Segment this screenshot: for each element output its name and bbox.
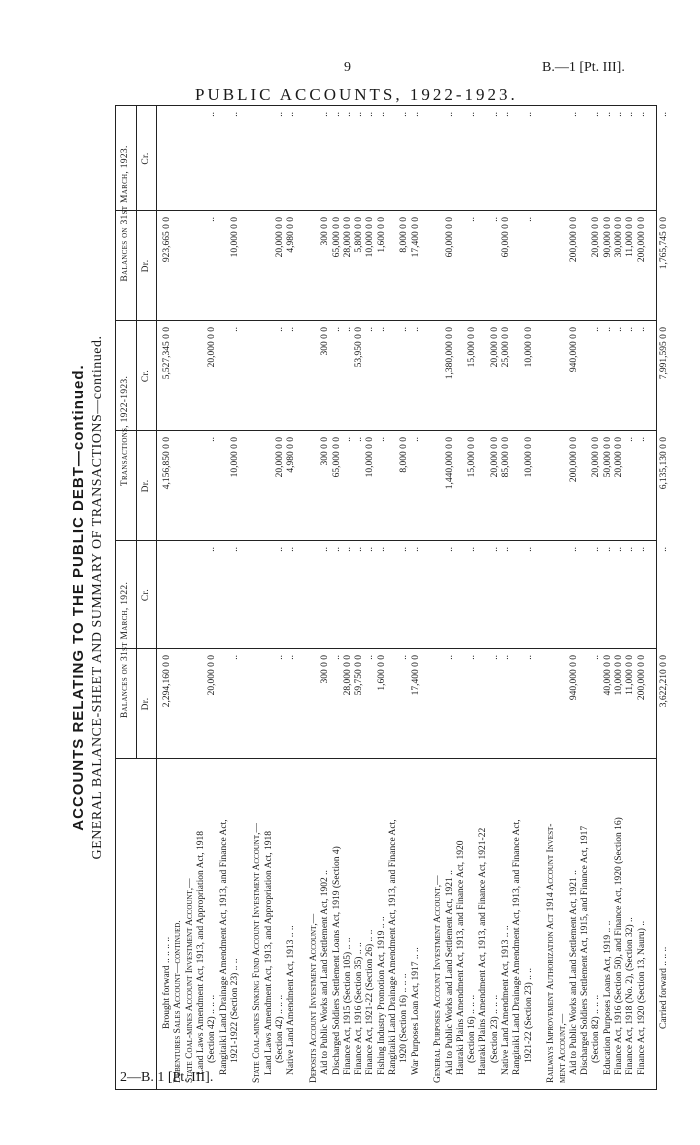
row-amount-c1: .. bbox=[444, 655, 455, 660]
row-amount-c3: .. bbox=[342, 437, 353, 442]
row-amount-c2: .. bbox=[342, 547, 353, 552]
row-amount-c4: 20,000 0 0 bbox=[207, 327, 218, 368]
row-amount-c2: .. bbox=[286, 547, 297, 552]
row-amount-c1: 2,294,160 0 0 bbox=[162, 655, 172, 708]
row-amount-c3: 10,000 0 0 bbox=[523, 437, 534, 478]
row-amount-c5: 60,000 0 0 bbox=[444, 217, 455, 258]
row-description: State Coal-mines Sinking Fund Account Investment Account,— bbox=[252, 822, 263, 1083]
row-amount-c4: .. bbox=[365, 327, 376, 332]
row-amount-c1: .. bbox=[229, 655, 240, 660]
row-amount-c4: 10,000 0 0 bbox=[523, 327, 534, 368]
header-dr-1922: Dr. bbox=[141, 697, 151, 711]
row-amount-c6: .. bbox=[331, 112, 342, 117]
row-amount-c6: .. bbox=[320, 112, 331, 117]
row-description: Fishing Industry Promotion Act, 1919 .. .. bbox=[376, 916, 387, 1075]
row-amount-c6: .. bbox=[489, 112, 500, 117]
row-amount-c5: 20,000 0 0 bbox=[591, 217, 602, 258]
row-description: 1921-22 (Section 23) .. .. bbox=[523, 968, 534, 1063]
row-amount-c3: 4,156,850 0 0 bbox=[162, 437, 172, 490]
row-amount-c5: 30,000 0 0 bbox=[614, 217, 624, 258]
header-cr-1923: Cr. bbox=[141, 152, 151, 165]
row-amount-c2: .. bbox=[602, 547, 613, 552]
row-amount-c3: .. bbox=[354, 437, 365, 442]
row-amount-c6: .. bbox=[275, 112, 285, 117]
row-amount-c1: 10,000 0 0 bbox=[614, 655, 624, 696]
row-description: 1921-1922 (Section 23) .. .. bbox=[229, 958, 240, 1063]
row-description: (Section 16) .. .. .. bbox=[467, 994, 478, 1063]
row-amount-c6: .. bbox=[523, 112, 534, 117]
row-amount-c1: 11,000 0 0 bbox=[625, 655, 636, 696]
row-amount-c5: .. bbox=[467, 217, 478, 222]
row-amount-c2: .. bbox=[636, 547, 647, 552]
row-amount-c4: .. bbox=[376, 327, 387, 332]
row-amount-c4: .. bbox=[342, 327, 353, 332]
sub-title: GENERAL BALANCE-SHEET AND SUMMARY OF TRANSACTIONS—continued. bbox=[90, 335, 105, 860]
row-amount-c3: 85,000 0 0 bbox=[501, 437, 511, 478]
row-amount-c1: .. bbox=[331, 655, 342, 660]
row-amount-c2: .. bbox=[501, 547, 511, 552]
row-amount-c2: .. bbox=[331, 547, 342, 552]
row-description: Brought forward .. .. .. .. bbox=[162, 936, 172, 1029]
row-amount-c3: 65,000 0 0 bbox=[331, 437, 342, 478]
row-amount-c3: 1,440,000 0 0 bbox=[444, 437, 455, 490]
row-description: 1920 (Section 16) .. .. .. bbox=[399, 973, 410, 1063]
row-description: Debentures Sales Account—continued. bbox=[173, 920, 184, 1083]
row-amount-c5: 11,000 0 0 bbox=[625, 217, 636, 258]
row-amount-c2: .. bbox=[275, 547, 285, 552]
row-amount-c2: .. bbox=[467, 547, 478, 552]
row-amount-c4: .. bbox=[229, 327, 240, 332]
row-amount-c5: 10,000 0 0 bbox=[365, 217, 376, 258]
row-amount-c5: .. bbox=[207, 217, 218, 222]
row-description: (Section 42) .. .. .. bbox=[207, 994, 218, 1063]
row-amount-c1: 20,000 0 0 bbox=[207, 655, 218, 696]
row-amount-c2: .. bbox=[207, 547, 218, 552]
row-amount-c3: 300 0 0 bbox=[320, 437, 331, 466]
row-amount-c2: .. bbox=[376, 547, 387, 552]
row-description: Rangitaiki Land Drainage Amendment Act, 1913, and Finance Act, bbox=[388, 819, 398, 1075]
row-description: Land Laws Amendment Act, 1913, and Appropriation Act, 1918 bbox=[195, 830, 206, 1075]
row-description: Finance Act, 1915 (Section 105) .. .. bbox=[342, 937, 353, 1075]
header-transactions: Transactions, 1922-1923. bbox=[120, 375, 130, 487]
row-description: Finance Act, 1921-22 (Section 26) .. .. bbox=[365, 929, 376, 1075]
row-amount-c4: 53,950 0 0 bbox=[354, 327, 365, 368]
row-amount-c4: 5,527,345 0 0 bbox=[162, 327, 172, 380]
row-description: ment Account,— bbox=[557, 1013, 568, 1083]
row-amount-c5: 300 0 0 bbox=[320, 217, 331, 246]
row-amount-c1: .. bbox=[286, 655, 297, 660]
row-amount-c4: 15,000 0 0 bbox=[467, 327, 478, 368]
row-amount-c3: 10,000 0 0 bbox=[229, 437, 240, 478]
row-amount-c6: .. bbox=[399, 112, 410, 117]
row-amount-c4: 940,000 0 0 bbox=[568, 327, 579, 373]
row-description: Native Land Amendment Act, 1913 .. .. bbox=[501, 925, 511, 1075]
row-amount-c6: .. bbox=[568, 112, 579, 117]
row-amount-c3: 15,000 0 0 bbox=[467, 437, 478, 478]
row-amount-c6: .. bbox=[614, 112, 624, 117]
row-amount-c5: 923,665 0 0 bbox=[162, 217, 172, 263]
row-amount-c6: .. bbox=[659, 112, 670, 117]
row-description: Discharged Soldiers Settlement Loans Act, 1919 (Section 4) bbox=[331, 846, 342, 1075]
row-amount-c1: .. bbox=[489, 655, 500, 660]
row-amount-c6: .. bbox=[467, 112, 478, 117]
row-amount-c5: 28,000 0 0 bbox=[342, 217, 353, 258]
row-amount-c3: 20,000 0 0 bbox=[275, 437, 285, 478]
row-amount-c1: 940,000 0 0 bbox=[568, 655, 579, 701]
row-amount-c4: 20,000 0 0 bbox=[489, 327, 500, 368]
row-amount-c6: .. bbox=[286, 112, 297, 117]
row-description: Education Purposes Loans Act, 1919 .. .. bbox=[602, 920, 613, 1075]
row-amount-c4: .. bbox=[636, 327, 647, 332]
row-amount-c6: .. bbox=[410, 112, 421, 117]
balance-sheet-table bbox=[115, 105, 670, 1090]
row-amount-c1: 28,000 0 0 bbox=[342, 655, 353, 696]
row-description: Carried forward .. .. .. bbox=[659, 946, 670, 1029]
row-amount-c5: 10,000 0 0 bbox=[229, 217, 240, 258]
row-amount-c5: .. bbox=[523, 217, 534, 222]
row-description: State Coal-mines Account Investment Account,— bbox=[184, 878, 195, 1083]
row-amount-c6: .. bbox=[376, 112, 387, 117]
row-amount-c3: 8,000 0 0 bbox=[399, 437, 410, 473]
row-amount-c2: .. bbox=[659, 547, 670, 552]
row-amount-c5: 1,600 0 0 bbox=[376, 217, 387, 253]
row-description: Deposits Account Investment Account,— bbox=[308, 913, 319, 1083]
row-amount-c1: 1,600 0 0 bbox=[376, 655, 387, 691]
row-description: (Section 42) .. .. .. bbox=[275, 994, 285, 1063]
row-amount-c5: 90,000 0 0 bbox=[602, 217, 613, 258]
row-amount-c2: .. bbox=[614, 547, 624, 552]
row-amount-c3: .. bbox=[625, 437, 636, 442]
header-balances-1923: Balances on 31st March, 1923. bbox=[120, 145, 130, 282]
row-amount-c6: .. bbox=[444, 112, 455, 117]
row-description: Finance Act, 1916 (Section 50), and Finance Act, 1920 (Section 16) bbox=[614, 817, 624, 1075]
row-amount-c2: .. bbox=[625, 547, 636, 552]
row-amount-c2: .. bbox=[365, 547, 376, 552]
row-amount-c3: 200,000 0 0 bbox=[568, 437, 579, 483]
row-description: General Purposes Account Investment Account,— bbox=[433, 875, 444, 1083]
row-amount-c1: .. bbox=[591, 655, 602, 660]
row-amount-c4: .. bbox=[286, 327, 297, 332]
main-title: ACCOUNTS RELATING TO THE PUBLIC DEBT—continued. bbox=[70, 364, 87, 831]
row-amount-c1: 300 0 0 bbox=[320, 655, 331, 684]
header-dr-1923: Dr. bbox=[141, 259, 151, 273]
row-description: Railways Improvement Authorization Act 1914 Account Invest- bbox=[546, 823, 557, 1083]
row-amount-c5: 17,400 0 0 bbox=[410, 217, 421, 258]
row-description: Aid to Public Works and Land Settlement Act, 1921 .. bbox=[444, 870, 455, 1075]
row-amount-c1: 3,622,210 0 0 bbox=[659, 655, 670, 708]
row-amount-c5: 60,000 0 0 bbox=[501, 217, 511, 258]
row-amount-c1: .. bbox=[523, 655, 534, 660]
row-amount-c3: 10,000 0 0 bbox=[365, 437, 376, 478]
row-amount-c5: 1,765,745 0 0 bbox=[659, 217, 670, 270]
row-description: Land Laws Amendment Act, 1913, and Appropriation Act, 1918 bbox=[263, 830, 274, 1075]
row-amount-c2: .. bbox=[410, 547, 421, 552]
row-amount-c1: .. bbox=[365, 655, 376, 660]
row-amount-c3: 20,000 0 0 bbox=[489, 437, 500, 478]
row-amount-c6: .. bbox=[602, 112, 613, 117]
row-amount-c2: .. bbox=[591, 547, 602, 552]
row-amount-c6: .. bbox=[501, 112, 511, 117]
row-description: Discharged Soldiers Settlement Act, 1915, and Finance Act, 1917 bbox=[580, 825, 591, 1075]
row-description: Finance Act, 1920 (Section 13, Nauru) .. bbox=[636, 920, 647, 1075]
row-description: (Section 23) .. .. .. bbox=[489, 994, 500, 1063]
row-description: (Section 82) .. .. .. bbox=[591, 994, 602, 1063]
row-amount-c3: .. bbox=[410, 437, 421, 442]
row-amount-c3: 20,000 0 0 bbox=[591, 437, 602, 478]
row-amount-c4: 7,991,595 0 0 bbox=[659, 327, 670, 380]
row-amount-c3: 6,135,130 0 0 bbox=[659, 437, 670, 490]
row-description: Aid to Public Works and Land Settlement Act, 1921 .. bbox=[568, 870, 579, 1075]
row-amount-c6: .. bbox=[365, 112, 376, 117]
rotated-table-block bbox=[70, 105, 670, 1090]
row-amount-c3: .. bbox=[207, 437, 218, 442]
row-amount-c3: .. bbox=[376, 437, 387, 442]
row-amount-c2: .. bbox=[568, 547, 579, 552]
row-description: Aid to Public Works and Land Settlement Act, 1902 .. bbox=[320, 870, 331, 1075]
row-amount-c6: .. bbox=[229, 112, 240, 117]
row-amount-c4: 1,380,000 0 0 bbox=[444, 327, 455, 380]
row-amount-c5: 8,000 0 0 bbox=[399, 217, 410, 253]
document-reference-bottom: 2—B. 1 [Pt. III]. bbox=[120, 1070, 214, 1085]
row-amount-c6: .. bbox=[207, 112, 218, 117]
row-amount-c5: 5,800 0 0 bbox=[354, 217, 365, 253]
row-amount-c1: 17,400 0 0 bbox=[410, 655, 421, 696]
row-amount-c2: .. bbox=[229, 547, 240, 552]
row-amount-c2: .. bbox=[354, 547, 365, 552]
row-amount-c3: 4,980 0 0 bbox=[286, 437, 297, 473]
header-cr-1922: Cr. bbox=[141, 588, 151, 602]
row-amount-c5: .. bbox=[489, 217, 500, 222]
row-amount-c1: 59,750 0 0 bbox=[354, 655, 365, 696]
row-amount-c6: .. bbox=[354, 112, 365, 117]
row-amount-c2: .. bbox=[399, 547, 410, 552]
row-amount-c1: .. bbox=[467, 655, 478, 660]
row-amount-c4: 25,000 0 0 bbox=[501, 327, 511, 368]
row-amount-c6: .. bbox=[636, 112, 647, 117]
row-amount-c5: 65,000 0 0 bbox=[331, 217, 342, 258]
header-dr-trans: Dr. bbox=[141, 479, 151, 493]
row-amount-c1: .. bbox=[501, 655, 511, 660]
row-amount-c4: .. bbox=[410, 327, 421, 332]
row-description: Hauraki Plains Amendment Act, 1913, and Finance Act, 1921-22 bbox=[478, 827, 489, 1075]
row-amount-c4: 300 0 0 bbox=[320, 327, 331, 356]
row-description: Rangitaiki Land Drainage Amendment Act, 1913, and Finance Act, bbox=[512, 819, 523, 1075]
row-amount-c4: .. bbox=[399, 327, 410, 332]
row-description: War Purposes Loan Act, 1917 .. .. bbox=[410, 947, 421, 1075]
row-amount-c3: 50,000 0 0 bbox=[602, 437, 613, 478]
page-number: 9 bbox=[344, 60, 351, 75]
row-amount-c1: 200,000 0 0 bbox=[636, 655, 647, 701]
row-amount-c2: .. bbox=[489, 547, 500, 552]
row-amount-c5: 4,980 0 0 bbox=[286, 217, 297, 253]
row-amount-c1: 40,000 0 0 bbox=[602, 655, 613, 696]
row-amount-c3: 20,000 0 0 bbox=[614, 437, 624, 478]
row-amount-c2: .. bbox=[444, 547, 455, 552]
row-amount-c1: .. bbox=[275, 655, 285, 660]
row-description: Rangitaiki Land Drainage Amendment Act, 1913, and Finance Act, bbox=[218, 819, 229, 1075]
row-description: Hauraki Plains Amendment Act, 1913, and Finance Act, 1920 bbox=[455, 840, 466, 1075]
row-amount-c2: .. bbox=[320, 547, 331, 552]
row-amount-c4: .. bbox=[602, 327, 613, 332]
row-amount-c2: .. bbox=[523, 547, 534, 552]
row-amount-c6: .. bbox=[342, 112, 353, 117]
row-amount-c4: .. bbox=[275, 327, 285, 332]
row-amount-c4: .. bbox=[331, 327, 342, 332]
header-balances-1922: Balances on 31st March, 1922. bbox=[120, 581, 130, 719]
row-amount-c1: .. bbox=[399, 655, 410, 660]
row-amount-c4: .. bbox=[614, 327, 624, 332]
row-description: Finance Act, 1916 (Section 35) .. .. bbox=[354, 942, 365, 1075]
row-amount-c5: 200,000 0 0 bbox=[568, 217, 579, 263]
row-amount-c4: .. bbox=[625, 327, 636, 332]
row-amount-c4: .. bbox=[591, 327, 602, 332]
row-description: Native Land Amendment Act, 1913 .. .. bbox=[286, 925, 297, 1075]
row-description: Finance Act, 1918 (No. 2), (Section 32) .. bbox=[625, 917, 636, 1075]
row-amount-c5: 200,000 0 0 bbox=[636, 217, 647, 263]
row-amount-c3: .. bbox=[636, 437, 647, 442]
row-amount-c6: .. bbox=[591, 112, 602, 117]
row-amount-c6: .. bbox=[625, 112, 636, 117]
document-reference-top: B.—1 [Pt. III]. bbox=[542, 60, 625, 75]
header-cr-trans: Cr. bbox=[141, 369, 151, 383]
row-amount-c5: 20,000 0 0 bbox=[275, 217, 285, 258]
publication-title: PUBLIC ACCOUNTS, 1922-1923. bbox=[195, 85, 518, 104]
